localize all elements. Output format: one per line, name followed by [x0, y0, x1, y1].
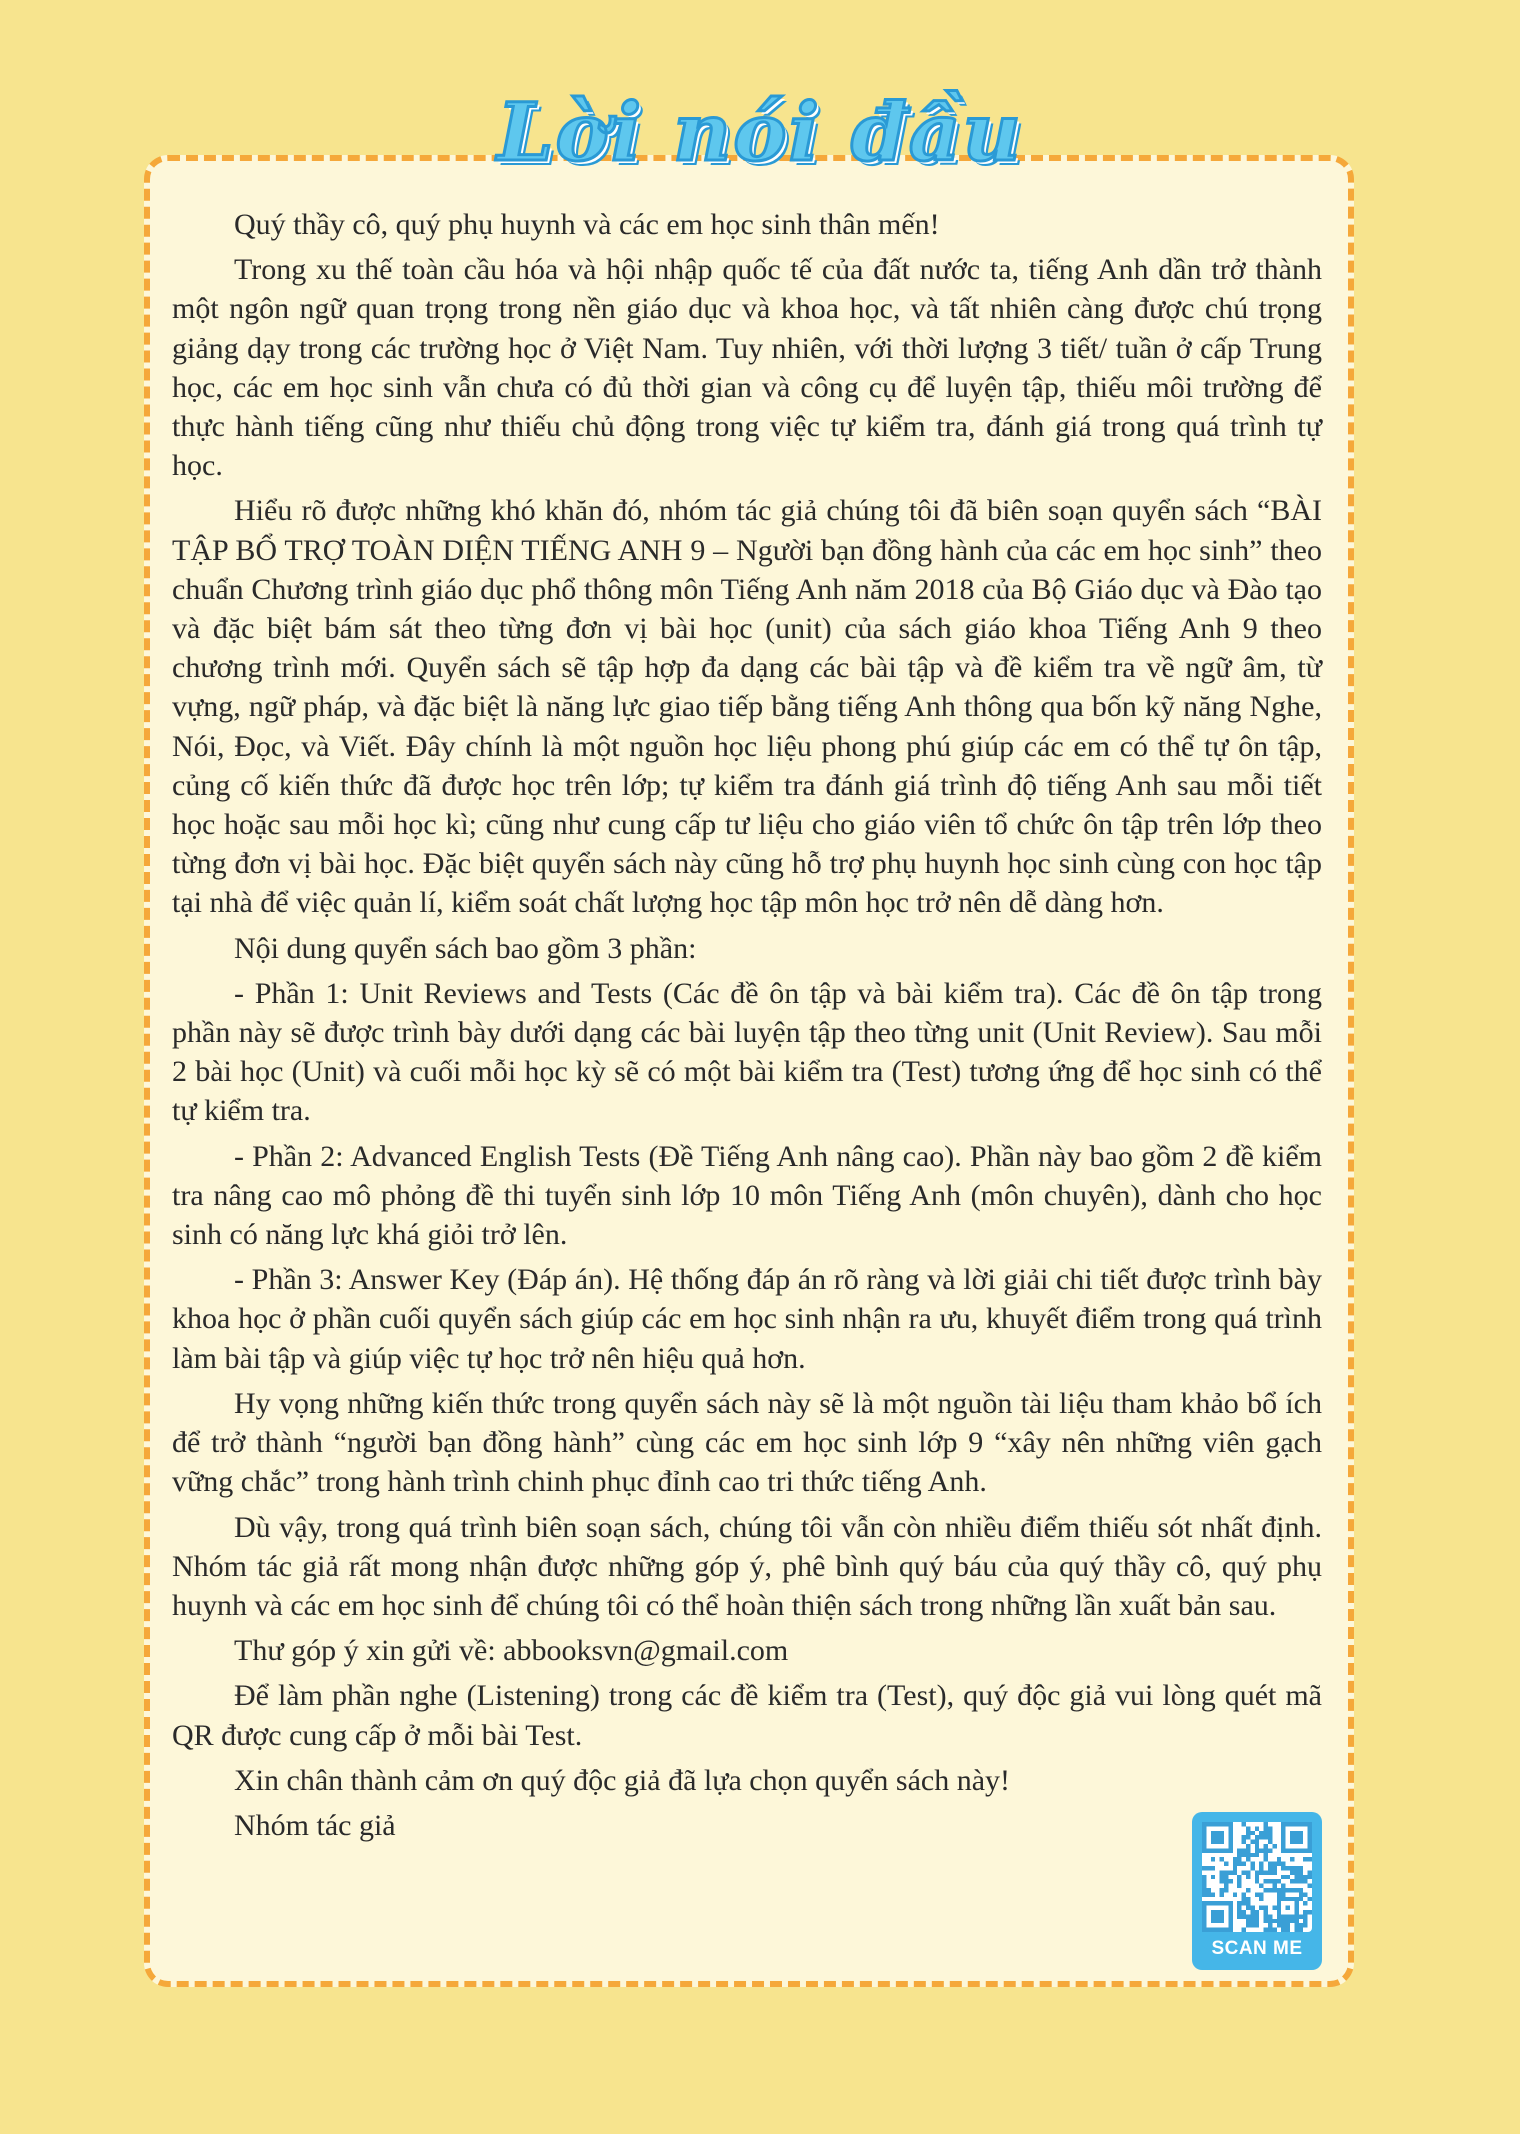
paragraph-email: Thư góp ý xin gửi về: abbooksvn@gmail.com [234, 1634, 789, 1668]
greeting: Quý thầy cô, quý phụ huynh và các em học sinh thân mến! [234, 208, 940, 241]
paragraph-feedback: Dù vậy, trong quá trình biên soạn sách, chúng tôi vẫn còn nhiều điểm thiếu sót nhất định. Nhóm tác giả rất mong nhận được những góp ý, phê bình quý báu của quý thầy cô, quý phụ huynh và các em học sinh để chúng tôi có thể hoàn thiện sách trong những lần xuất bản sau. [172, 1510, 1322, 1622]
signature: Nhóm tác giả [234, 1808, 396, 1842]
paragraph-intro: Trong xu thế toàn cầu hóa và hội nhập quốc tế của đất nước ta, tiếng Anh dần trở thành một ngôn ngữ quan trọng trong nền giáo dục và khoa học, và tất nhiên càng được chú trọng giảng dạy trong các trường học ở Việt Nam. Tuy nhiên, với thời lượng 3 tiết/ tuần ở cấp Trung học, các em học sinh vẫn chưa có đủ thời gian và công cụ để luyện tập, thiếu môi trường để thực hành tiếng cũng như thiếu chủ động trong việc tự kiểm tra, đánh giá trong quá trình tự học. [172, 253, 1322, 483]
letter-body [172, 205, 1322, 1851]
qr-card[interactable] [1192, 1812, 1322, 1970]
paragraph-part-2: - Phần 2: Advanced English Tests (Đề Tiếng Anh nâng cao). Phần này bao gồm 2 đề kiểm tra nâng cao mô phỏng đề thi tuyển sinh lớp 10 môn Tiếng Anh (môn chuyên), dành cho học sinh có năng lực khá giỏi trở lên. [172, 1139, 1322, 1252]
qr-label: SCAN ME [1211, 1938, 1303, 1959]
paragraph-contents: Nội dung quyển sách bao gồm 3 phần: [234, 931, 697, 965]
paragraph-part-3: - Phần 3: Answer Key (Đáp án). Hệ thống đáp án rõ ràng và lời giải chi tiết được trình bày khoa học ở phần cuối quyển sách giúp các em học sinh nhận ra ưu, khuyết điểm trong quá trình làm bài tập và giúp việc tự học trở nên hiệu quả hơn. [172, 1263, 1322, 1375]
paragraph-hope: Hy vọng những kiến thức trong quyển sách này sẽ là một nguồn tài liệu tham khảo bổ ích để trở thành “người bạn đồng hành” cùng các em học sinh lớp 9 “xây nên những viên gạch vững chắc” trong hành trình chinh phục đỉnh cao tri thức tiếng Anh. [172, 1386, 1322, 1499]
paragraph-book: Hiểu rõ được những khó khăn đó, nhóm tác giả chúng tôi đã biên soạn quyển sách “BÀI TẬP BỔ TRỢ TOÀN DIỆN TIẾNG ANH 9 – Người bạn đồng hành của các em học sinh” theo chuẩn Chương trình giáo dục phổ thông môn Tiếng Anh năm 2018 của Bộ Giáo dục và Đào tạo và đặc biệt bám sát theo từng đơn vị bài học (unit) của sách giáo khoa Tiếng Anh 9 theo chương trình mới. Quyển sách sẽ tập hợp đa dạng các bài tập và đề kiểm tra về ngữ âm, từ vựng, ngữ pháp, và đặc biệt là năng lực giao tiếp bằng tiếng Anh thông qua bốn kỹ năng Nghe, Nói, Đọc, và Viết. Đây chính là một nguồn học liệu phong phú giúp các em có thể tự ôn tập, củng cố kiến thức đã được học trên lớp; tự kiểm tra đánh giá trình độ tiếng Anh sau mỗi tiết học hoặc sau mỗi học kì; cũng như cung cấp tư liệu cho giáo viên tổ chức ôn tập trên lớp theo từng đơn vị bài học. Đặc biệt quyển sách này cũng hỗ trợ phụ huynh học sinh cùng con học tập tại nhà để việc quản lí, kiểm soát chất lượng học tập môn học trở nên dễ dàng hơn. [172, 494, 1322, 920]
paragraph-part-1: - Phần 1: Unit Reviews and Tests (Các đề ôn tập và bài kiểm tra). Các đề ôn tập trong phần này sẽ được trình bày dưới dạng các bài luyện tập theo từng unit (Unit Review). Sau mỗi 2 bài học (Unit) và cuối mỗi học kỳ sẽ có một bài kiểm tra (Test) tương ứng để học sinh có thể tự kiểm tra. [172, 976, 1322, 1128]
page-title: Lời nói đầu [497, 85, 1023, 179]
paragraph-thanks: Xin chân thành cảm ơn quý độc giả đã lựa chọn quyển sách này! [234, 1763, 1011, 1797]
paragraph-listening: Để làm phần nghe (Listening) trong các đề kiểm tra (Test), quý độc giả vui lòng quét mã QR được cung cấp ở mỗi bài Test. [172, 1679, 1322, 1752]
qr-code-icon[interactable] [1202, 1822, 1312, 1932]
